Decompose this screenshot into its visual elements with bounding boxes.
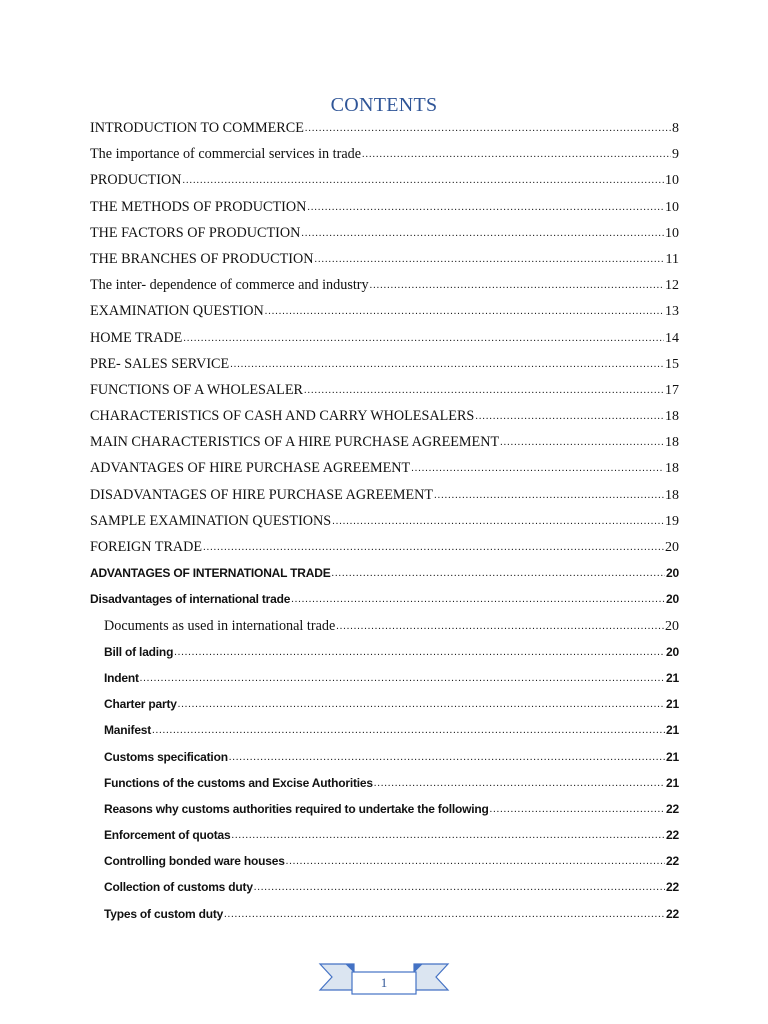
toc-entry-title: Documents as used in international trade: [104, 617, 336, 634]
toc-entry-title: ADVANTAGES OF HIRE PURCHASE AGREEMENT: [90, 460, 411, 477]
toc-entry-title: Charter party: [104, 697, 177, 712]
toc-entry-title: ADVANTAGES OF INTERNATIONAL TRADE: [90, 566, 331, 581]
toc-dot-leader: [500, 430, 664, 456]
toc-entry-title: MAIN CHARACTERISTICS OF A HIRE PURCHASE AGREEMENT: [90, 434, 500, 451]
toc-entry-title: Controlling bonded ware houses: [104, 854, 285, 869]
toc-entry-title: Collection of customs duty: [104, 880, 253, 895]
toc-entry-page: 20: [666, 592, 679, 607]
toc-entry-page: 18: [665, 461, 679, 477]
toc-entry-page: 9: [672, 147, 679, 163]
toc-dot-leader: [434, 483, 664, 509]
toc-entry[interactable]: [90, 717, 679, 743]
toc-entry-page: 18: [665, 487, 679, 503]
toc-dot-leader: [307, 195, 664, 221]
toc-entry-page: 18: [665, 435, 679, 451]
toc-entry-title: PRODUCTION: [90, 172, 182, 189]
toc-entry-page: 22: [666, 880, 679, 895]
toc-entry[interactable]: [90, 770, 679, 796]
toc-entry-title: FOREIGN TRADE: [90, 539, 203, 555]
toc-entry-title: THE BRANCHES OF PRODUCTION: [90, 250, 314, 267]
toc-dot-leader: [304, 378, 664, 404]
toc-entry[interactable]: [90, 691, 679, 717]
toc-entry[interactable]: [90, 325, 679, 351]
toc-entry-page: 13: [665, 304, 679, 320]
toc-entry-title: The importance of commercial services in trade: [90, 146, 362, 163]
toc-entry[interactable]: [90, 167, 679, 193]
toc-entry-title: The inter- dependence of commerce and industry: [90, 277, 369, 294]
toc-entry[interactable]: [90, 351, 679, 377]
toc-entry-title: Functions of the customs and Excise Authorities: [104, 775, 373, 790]
toc-entry-page: 12: [665, 278, 679, 294]
toc-entry[interactable]: [90, 141, 679, 167]
toc-entry-page: 21: [666, 697, 679, 712]
toc-entry[interactable]: [90, 194, 679, 220]
toc-entry[interactable]: [90, 639, 679, 665]
page-number: 1: [380, 975, 388, 990]
toc-dot-leader: [203, 535, 664, 561]
toc-dot-leader: [182, 168, 664, 194]
toc-entry-title: EXAMINATION QUESTION: [90, 303, 264, 320]
toc-entry[interactable]: [90, 613, 679, 639]
toc-entry-title: Bill of lading: [104, 644, 174, 659]
toc-entry-title: SAMPLE EXAMINATION QUESTIONS: [90, 512, 332, 529]
toc-entry-title: HOME TRADE: [90, 329, 183, 346]
toc-entry-title: Reasons why customs authorities required to undertake the following: [104, 801, 489, 816]
toc-entry-title: PRE- SALES SERVICE: [90, 355, 230, 372]
toc-entry-page: 22: [666, 854, 679, 869]
toc-entry[interactable]: [90, 848, 679, 874]
toc-entry-title: INTRODUCTION TO COMMERCE: [90, 120, 304, 136]
toc-entry-page: 14: [665, 330, 679, 346]
toc-entry[interactable]: [90, 455, 679, 481]
toc-entry-page: 22: [666, 828, 679, 843]
toc-dot-leader: [490, 797, 665, 823]
toc-entry-page: 10: [665, 173, 679, 189]
toc-dot-leader: [411, 456, 664, 482]
toc-entry-title: Types of custom duty: [104, 906, 224, 921]
toc-entry[interactable]: [90, 246, 679, 272]
toc-entry[interactable]: [90, 298, 679, 324]
toc-entry-title: THE FACTORS OF PRODUCTION: [90, 224, 301, 241]
toc-entry[interactable]: [90, 586, 679, 612]
toc-entry-title: FUNCTIONS OF A WHOLESALER: [90, 381, 303, 398]
toc-dot-leader: [475, 404, 664, 430]
toc-dot-leader: [286, 849, 665, 875]
toc-entry-page: 20: [665, 618, 679, 634]
toc-entry-title: Manifest: [104, 723, 152, 738]
toc-entry[interactable]: [90, 429, 679, 455]
toc-dot-leader: [224, 902, 665, 928]
toc-entry-title: Disadvantages of international trade: [90, 592, 291, 607]
toc-entry[interactable]: [90, 874, 679, 900]
toc-dot-leader: [305, 116, 671, 142]
toc-entry-page: 20: [666, 644, 679, 659]
toc-entry[interactable]: [90, 560, 679, 586]
toc-dot-leader: [362, 142, 671, 168]
toc-entry-page: 21: [666, 749, 679, 764]
toc-entry[interactable]: [90, 115, 679, 141]
toc-entry-title: DISADVANTAGES OF HIRE PURCHASE AGREEMENT: [90, 486, 434, 503]
toc-dot-leader: [229, 745, 665, 771]
toc-entry-title: Enforcement of quotas: [104, 828, 231, 843]
toc-entry[interactable]: [90, 508, 679, 534]
toc-dot-leader: [265, 299, 664, 325]
toc-entry[interactable]: [90, 482, 679, 508]
toc-dot-leader: [301, 221, 664, 247]
toc-entry-title: CHARACTERISTICS OF CASH AND CARRY WHOLESALERS: [90, 408, 475, 425]
toc-dot-leader: [230, 352, 664, 378]
toc-entry-page: 22: [666, 906, 679, 921]
toc-entry-page: 17: [665, 382, 679, 398]
toc-dot-leader: [291, 587, 665, 613]
toc-dot-leader: [332, 561, 666, 587]
toc-entry[interactable]: [90, 534, 679, 560]
toc-entry-page: 18: [665, 409, 679, 425]
toc-dot-leader: [370, 273, 664, 299]
toc-entry[interactable]: [90, 403, 679, 429]
toc-entry-page: 21: [666, 775, 679, 790]
toc-dot-leader: [178, 692, 665, 718]
toc-entry-page: 8: [672, 121, 679, 136]
toc-entry-title: Indent: [104, 670, 139, 685]
page-title: CONTENTS: [330, 94, 438, 116]
toc-entry-page: 15: [665, 356, 679, 372]
toc-dot-leader: [332, 509, 664, 535]
toc-entry[interactable]: [90, 822, 679, 848]
toc-entry[interactable]: [90, 377, 679, 403]
toc-entry-page: 10: [665, 199, 679, 215]
toc-entry-page: 19: [665, 513, 679, 529]
toc-entry[interactable]: [90, 272, 679, 298]
toc-entry-page: 20: [666, 566, 679, 581]
toc-entry-page: 21: [666, 670, 679, 685]
toc-entry-page: 21: [666, 723, 679, 738]
toc-entry-title: Customs specification: [104, 749, 228, 764]
toc-dot-leader: [254, 875, 665, 901]
toc-entry-title: THE METHODS OF PRODUCTION: [90, 198, 307, 215]
toc-entry-page: 10: [665, 225, 679, 241]
toc-dot-leader: [140, 666, 665, 692]
toc-entry-page: 20: [665, 540, 679, 555]
toc-dot-leader: [374, 771, 665, 797]
toc-dot-leader: [183, 326, 664, 352]
toc-dot-leader: [152, 718, 665, 744]
toc-entry[interactable]: [90, 796, 679, 822]
toc-entry[interactable]: [90, 901, 679, 927]
table-of-contents: [90, 115, 679, 927]
toc-entry[interactable]: [90, 220, 679, 246]
toc-dot-leader: [231, 823, 665, 849]
toc-entry[interactable]: [90, 744, 679, 770]
toc-dot-leader: [314, 247, 664, 273]
toc-dot-leader: [174, 640, 665, 666]
toc-entry-page: 11: [665, 251, 679, 267]
toc-dot-leader: [336, 614, 664, 640]
toc-entry-page: 22: [666, 801, 679, 816]
toc-entry[interactable]: [90, 665, 679, 691]
